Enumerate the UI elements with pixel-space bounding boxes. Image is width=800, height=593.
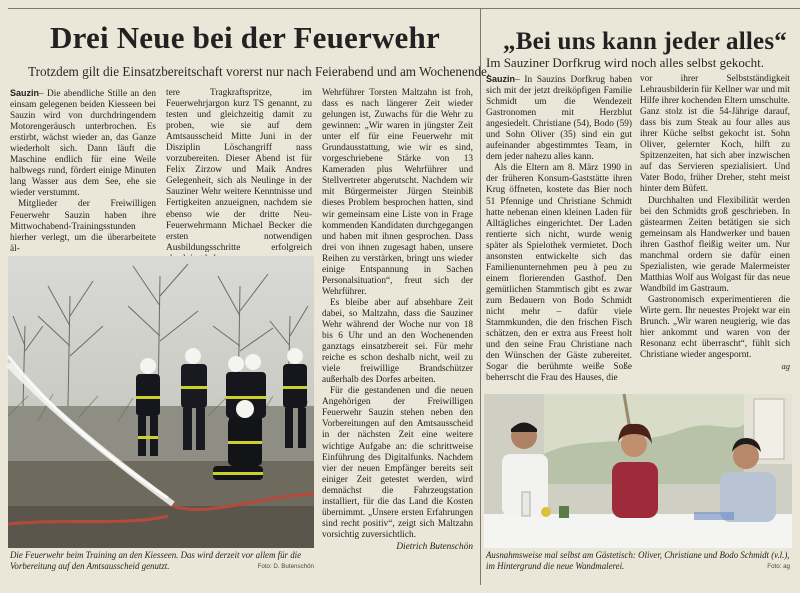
right-col1-paragraph-2: Als die Eltern am 8. März 1990 in der früheren Konsum-Gaststätte ihren Krug öffneten, kostete das Bier noch 51 Pfennige und Christiane Schmidt hatte nebenan einen kleinen Laden für Alltägliches eingerichtet. Der Laden rentierte sich nicht, wurde wenig später als Spielothek vermietet. Doch ansonsten entwickelte sich das Familienunternehmen peu à peu zu einem florierenden Gasthof. Den gemütlichen Stammtisch gibt es zwar zum Bedauern von Bodo Schmidt nicht mehr – dafür viele Stammkunden, die den frischen Fisch schätzen, den er extra aus Freest holt und den seine Frau Christiane nach den Wünschen der Gäste zubereitet. Sogar die berühmte weiße Soße beherrscht die Frau des Hauses, die <box>486 163 632 384</box>
left-column-3 <box>322 88 473 580</box>
column-divider <box>480 8 481 585</box>
left-col3-paragraph-3: Für die gestandenen und die neuen Angehörigen der Freiwilligen Feuerwehr Sauzin stehen neben den Vorbereitungen auf den Amtsausscheid in der nächsten Zeit eine weitere wichtige Aufgabe an: die schrittweise Einführung des Digitalfunks. Nachdem vier der neuen Empfänger bereits seit einiger Zeit getestet werden, wird demnächst die Fahrzeugstation installiert, für die das Land die Kosten übernimmt. „Unsere ersten Erfahrungen sind recht positiv“, zeigt sich Maltzahn vorsichtig zuversichtlich. <box>322 386 473 540</box>
left-col2-paragraph-1: tere Tragkraftspritze, im Feuerwehrjargon kurz TS genannt, zu testen und gleichzeitig damit zu proben, wie sie auf dem Amtsausscheid Mitte Juni in der Disziplin Löschangriff nass vorzubereiten. Dieser Abend ist für Felix Zirzow und Maik Andres Gelegenheit, sich als Neulinge in der Sauziner Wehr weitere Kenntnisse und Fertigkeiten anzueignen, nachdem sie ebenso wie der dritte Neu-Feuerwehrmann Michael Becker die ersten notwendigen Ausbildungsschritte erfolgreich <box>166 88 312 253</box>
right-col2-paragraph-2: Durchhalten und Flexibilität werden bei den Schmidts groß geschrieben. In gästearmen Zeiten betätigen sie sich gemeinsam als Handwerker und bauen ihren Gasthof fleißig weiter um. Nur manchmal ordern sie dafür einen Spezialisten, wie gerade Malermeister Matthias Wolf aus Wolgast für das neue Wandbild im Gastraum. <box>640 195 790 294</box>
family-photo <box>484 394 792 548</box>
right-col1-paragraph-1: – In Sauzins Dorfkrug haben sich mit der jetzt dreiköpfigen Familie Schmidt um die Wendezeit Gastronomen mit Herzblut angesiedelt. Christiane (54), Bodo (59) und Sohn Oliver (35) sind ein gut aufeinander abgestimmtes Team, in dem jeder nahezu alles kann. <box>486 75 632 163</box>
right-photo-credit: Foto: ag <box>767 562 790 570</box>
left-headline: Drei Neue bei der Feuerwehr <box>50 20 440 55</box>
left-author: Dietrich Butenschön <box>396 541 473 552</box>
right-col2-paragraph-1: vor ihrer Selbstständigkeit Lehrausbilderin für Kellner war und mit Hilfe ihrer kochenden Eltern umschulte. Ganz stolz ist die 54-Jährige darauf, dass bis zum Steak au four alles aus ihrer Küche selbst gekocht ist. Sohn Oliver, gelernter Koch, hilft zu Spitzenzeiten, hat sich aber inzwischen auf das Servieren spezialisiert. Und Vater Bodo, früher Dreher, steht meist hinter dem Büfett. <box>640 74 790 195</box>
headline-rule <box>8 8 800 9</box>
right-headline: „Bei uns kann jeder alles“ <box>503 28 787 55</box>
right-column-1 <box>486 74 632 390</box>
right-initials: ag <box>781 361 790 372</box>
left-subhead: Trotzdem gilt die Einsatzbereitschaft vorerst nur nach Feierabend und am Wochenende. <box>28 64 491 79</box>
firefighter-photo <box>8 256 314 548</box>
left-photo-credit: Foto: D. Butenschön <box>257 562 314 570</box>
left-dateline: Sauzin <box>10 88 40 98</box>
left-col3-paragraph-2: Es bleibe aber auf absehbare Zeit dabei, so Maltzahn, dass die Sauziner Wehr während der Woche nur von 18 bis 6 Uhr und an den Wochenenden ganztags einsatzbereit sei. Für mehr reiche es schon deshalb nicht, weil zu viele freiwillige Brandschützer außerhalb des Dorfes arbeiten. <box>322 297 473 386</box>
right-subhead: Im Sauziner Dorfkrug wird noch alles selbst gekocht. <box>486 55 764 70</box>
left-photo-caption <box>10 550 316 572</box>
right-column-2 <box>640 74 790 390</box>
left-column-1 <box>10 88 156 254</box>
left-col1-paragraph-2: Mitglieder der Freiwilligen Feuerwehr Sauzin haben ihre Mittwochabend-Trainingsstunden hierher verlegt, um die überarbeitete äl- <box>10 199 156 254</box>
left-column-2 <box>166 88 312 253</box>
right-col2-paragraph-3: Gastronomisch experimentieren die Wirte gern. Ihr neuestes Projekt war ein Brunch. „Wir waren neugierig, wie das hier ankommt und waren von der Resonanz echt überrascht“, fühlt sich Christiane wieder angespornt. <box>640 294 790 361</box>
left-caption-text: Die Feuerwehr beim Training an den Kiesseen. Das wird derzeit vor allem für die Vorbereitung auf den Amtsausscheid genutzt. <box>10 550 302 571</box>
right-caption-text: Ausnahmsweise mal selbst am Gästetisch: Oliver, Christiane und Bodo Schmidt (v.l.), im Hintergrund die neue Wandmalerei. <box>486 550 790 571</box>
left-col1-paragraph-1: – Die abendliche Stille an den einsam gelegenen beiden Kiesseen bei Sauzin wird von durchdringendem Motorengeräusch unterbrochen. Es erstirbt, wächst wieder an, das Ganze wiederholt sich. Dann läuft die Maschine endlich für eine Weile halbwegs rund, fördert einige Minuten lang Wasser aus dem See, ehe sie wieder verstummt. <box>10 89 156 199</box>
right-photo-caption <box>486 550 792 572</box>
left-col3-paragraph-1: Wehrführer Torsten Maltzahn ist froh, dass es nach längerer Zeit wieder gelungen ist, Zuwachs für die Wehr zu gewinnen: „Wir waren in jüngster Zeit unter elf für eine Feuerwehr mit Grundausstattung, wie wir es sind, vorgeschriebene Stärke von 13 Kameraden plus Wehrführer und Stellvertreter abgerutscht. Nachdem wir mit Bürgermeister Jürgen Steinbiß dieses Problem besprochen hatten, sind wir gemeinsam eine Liste von in Frage kommenden Kandidaten durchgegangen und haben mit ihnen gesprochen. Dass drei von ihnen zugesagt haben, unsere Reihen zu verstärken, bringt uns wieder einige Entspannung in Sachen Personalsituation“, freut sich der Wehrführer. <box>322 88 473 297</box>
right-dateline: Sauzin <box>486 74 516 84</box>
